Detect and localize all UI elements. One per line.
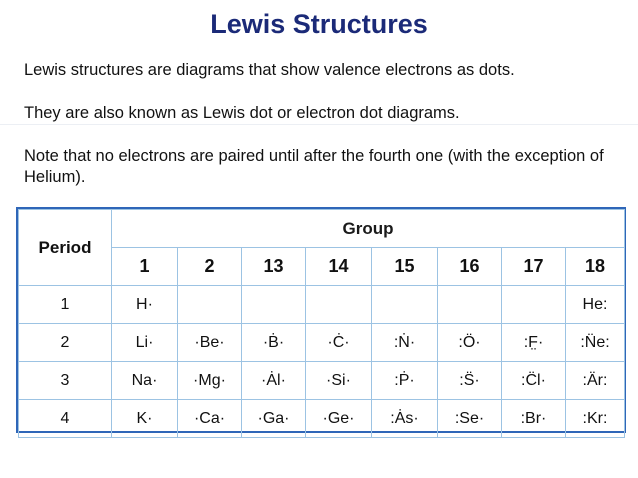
group-1: 1 (112, 248, 178, 286)
table-row (19, 362, 625, 400)
group-16: 16 (438, 248, 502, 286)
element-cell: ·Ȧl· (242, 362, 306, 400)
table-row (19, 324, 625, 362)
paragraph-aka: They are also known as Lewis dot or electron dot diagrams. (24, 104, 460, 122)
element-cell: ·Ca· (178, 400, 242, 438)
element-cell: ·Ċ· (306, 324, 372, 362)
element-cell (438, 286, 502, 324)
table-row (19, 400, 625, 438)
element-cell: ·Si· (306, 362, 372, 400)
element-cell: :Kr: (566, 400, 625, 438)
element-cell: :Ṅ· (372, 324, 438, 362)
group-2: 2 (178, 248, 242, 286)
lewis-table (16, 207, 626, 433)
lewis-dot-table (18, 209, 625, 438)
period-cell: 2 (19, 324, 112, 362)
group-13: 13 (242, 248, 306, 286)
element-cell: K· (112, 400, 178, 438)
element-cell: Li· (112, 324, 178, 362)
group-18: 18 (566, 248, 625, 286)
element-cell: :Ṗ· (372, 362, 438, 400)
element-cell: ·Ga· (242, 400, 306, 438)
element-cell (306, 286, 372, 324)
element-cell: :Ȧs· (372, 400, 438, 438)
paragraph-note: Note that no electrons are paired until after the fourth one (with the exception of Helium). (24, 147, 604, 186)
element-cell: ·Ḃ· (242, 324, 306, 362)
period-cell: 3 (19, 362, 112, 400)
group-17: 17 (502, 248, 566, 286)
element-cell: :Br· (502, 400, 566, 438)
element-cell: :S̈· (438, 362, 502, 400)
element-cell: ·Ge· (306, 400, 372, 438)
divider (0, 124, 638, 125)
element-cell: He: (566, 286, 625, 324)
group-15: 15 (372, 248, 438, 286)
group-14: 14 (306, 248, 372, 286)
element-cell (372, 286, 438, 324)
element-cell: Na· (112, 362, 178, 400)
table-row (19, 286, 625, 324)
element-cell: :N̈e: (566, 324, 625, 362)
period-cell: 1 (19, 286, 112, 324)
element-cell: :F̤· (502, 324, 566, 362)
period-header: Period (19, 210, 112, 286)
group-header: Group (112, 210, 625, 248)
element-cell (502, 286, 566, 324)
slide-title: Lewis Structures (210, 9, 428, 39)
element-cell: ·Be· (178, 324, 242, 362)
element-cell: :C̈l· (502, 362, 566, 400)
period-cell: 4 (19, 400, 112, 438)
element-cell: :Är: (566, 362, 625, 400)
element-cell: :Ö· (438, 324, 502, 362)
element-cell: H· (112, 286, 178, 324)
paragraph-definition: Lewis structures are diagrams that show valence electrons as dots. (24, 61, 515, 79)
element-cell (178, 286, 242, 324)
element-cell (242, 286, 306, 324)
element-cell: ·Mg· (178, 362, 242, 400)
element-cell: :Se· (438, 400, 502, 438)
